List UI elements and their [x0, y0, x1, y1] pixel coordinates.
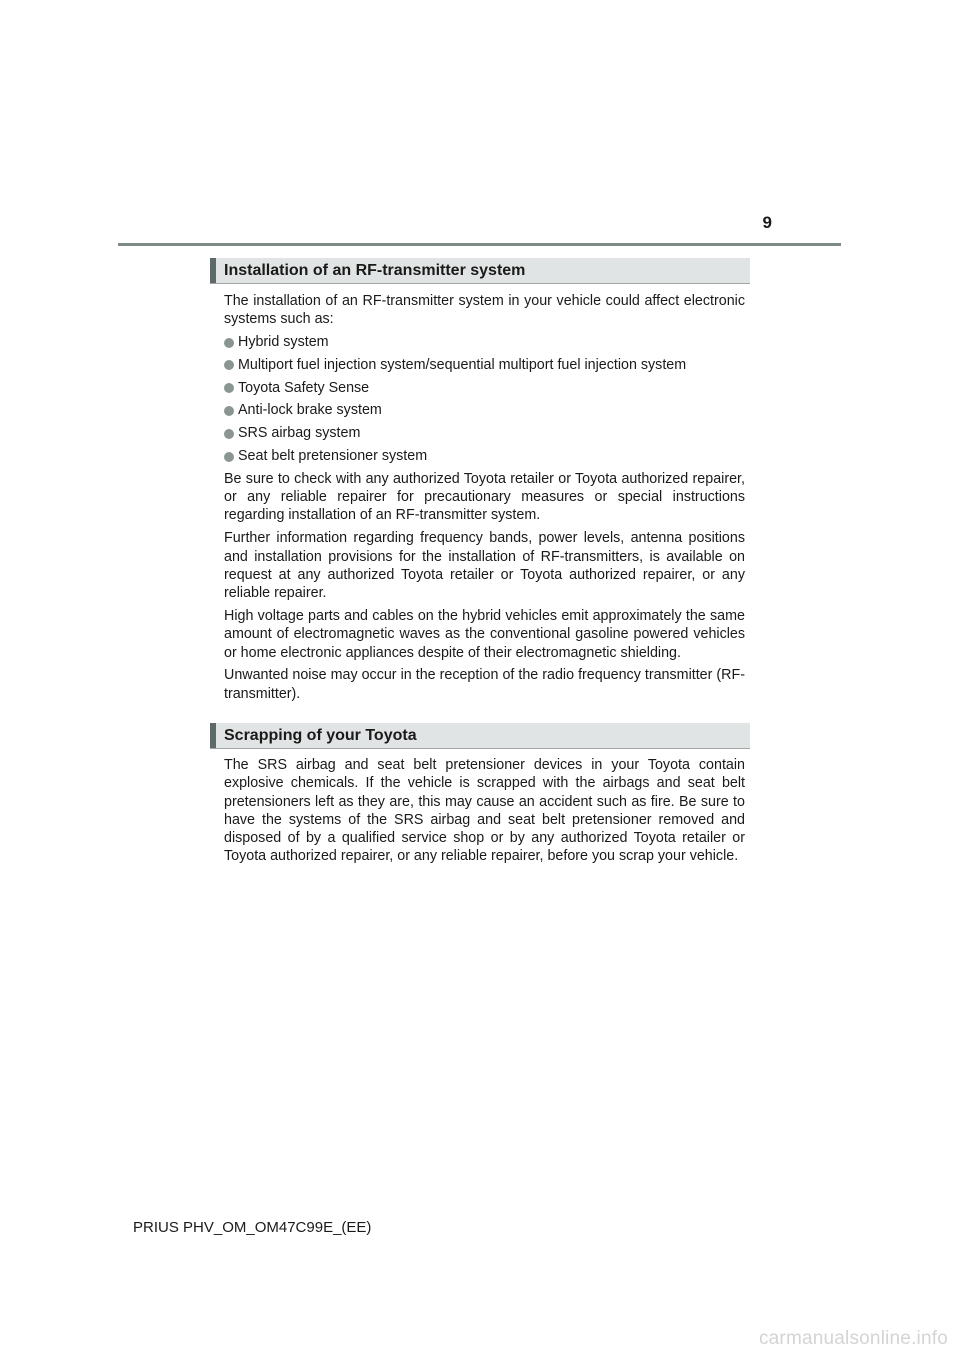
- section-title: Installation of an RF-transmitter system: [224, 262, 526, 279]
- list-item: [224, 379, 745, 397]
- list-item: [224, 333, 745, 351]
- header-rule: [118, 243, 841, 246]
- list-item-text: Hybrid system: [238, 334, 329, 351]
- list-item: [224, 424, 745, 442]
- bullet-icon: [224, 360, 234, 370]
- section-header-bar: [210, 723, 216, 748]
- bullet-icon: [224, 406, 234, 416]
- section-title: Scrapping of your Toyota: [224, 727, 417, 744]
- list-item: [224, 401, 745, 419]
- list-item-text: Seat belt pretensioner system: [238, 448, 428, 465]
- intro-paragraph: The installation of an RF-transmitter system in your vehicle could affect electronic systems such as:: [224, 293, 745, 328]
- section-header-rf-transmitter: [210, 258, 750, 284]
- section-body-rf-transmitter: [224, 292, 745, 707]
- list-item-text: SRS airbag system: [238, 425, 361, 442]
- body-paragraph: High voltage parts and cables on the hybrid vehicles emit approximately the same amount of electromagnetic waves as the conventional gasoline powered vehicles or home electronic appliances despite of their electromagnetic shielding.: [224, 607, 745, 661]
- body-paragraph: Unwanted noise may occur in the reception of the radio frequency transmitter (RF-transmitter).: [224, 667, 745, 702]
- watermark: carmanualsonline.info: [758, 1328, 948, 1349]
- body-paragraph: Further information regarding frequency bands, power levels, antenna positions and installation provisions for the installation of RF-transmitters, is available on request at any authorized Toyota retailer or Toyota authorized repairer, or any reliable repairer.: [224, 530, 745, 602]
- bullet-icon: [224, 338, 234, 348]
- body-paragraph: The SRS airbag and seat belt pretensioner devices in your Toyota contain explosive chemicals. If the vehicle is scrapped with the airbags and seat belt pretensioners left as they are, this may cause an accident such as fire. Be sure to have the systems of the SRS airbag and seat belt pretensioner removed and disposed of by a qualified service shop or by any authorized Toyota retailer or Toyota authorized repairer, or any reliable repairer, before you scrap your vehicle.: [224, 757, 745, 865]
- body-paragraph: Be sure to check with any authorized Toyota retailer or Toyota authorized repairer, or any reliable repairer for precautionary measures or special instructions regarding installation of an RF-transmitter system.: [224, 470, 745, 524]
- section-body-scrapping: [224, 756, 745, 870]
- list-item: [224, 356, 745, 374]
- bullet-icon: [224, 429, 234, 439]
- footer-document-code: PRIUS PHV_OM_OM47C99E_(EE): [133, 1219, 372, 1236]
- bullet-icon: [224, 383, 234, 393]
- section-header-bar: [210, 258, 216, 283]
- list-item: [224, 447, 745, 465]
- section-header-scrapping: [210, 723, 750, 749]
- list-item-text: Multiport fuel injection system/sequential multiport fuel injection system: [238, 356, 687, 373]
- list-item-text: Anti-lock brake system: [238, 402, 382, 419]
- page-number: 9: [762, 213, 772, 232]
- list-item-text: Toyota Safety Sense: [238, 379, 370, 396]
- bullet-icon: [224, 452, 234, 462]
